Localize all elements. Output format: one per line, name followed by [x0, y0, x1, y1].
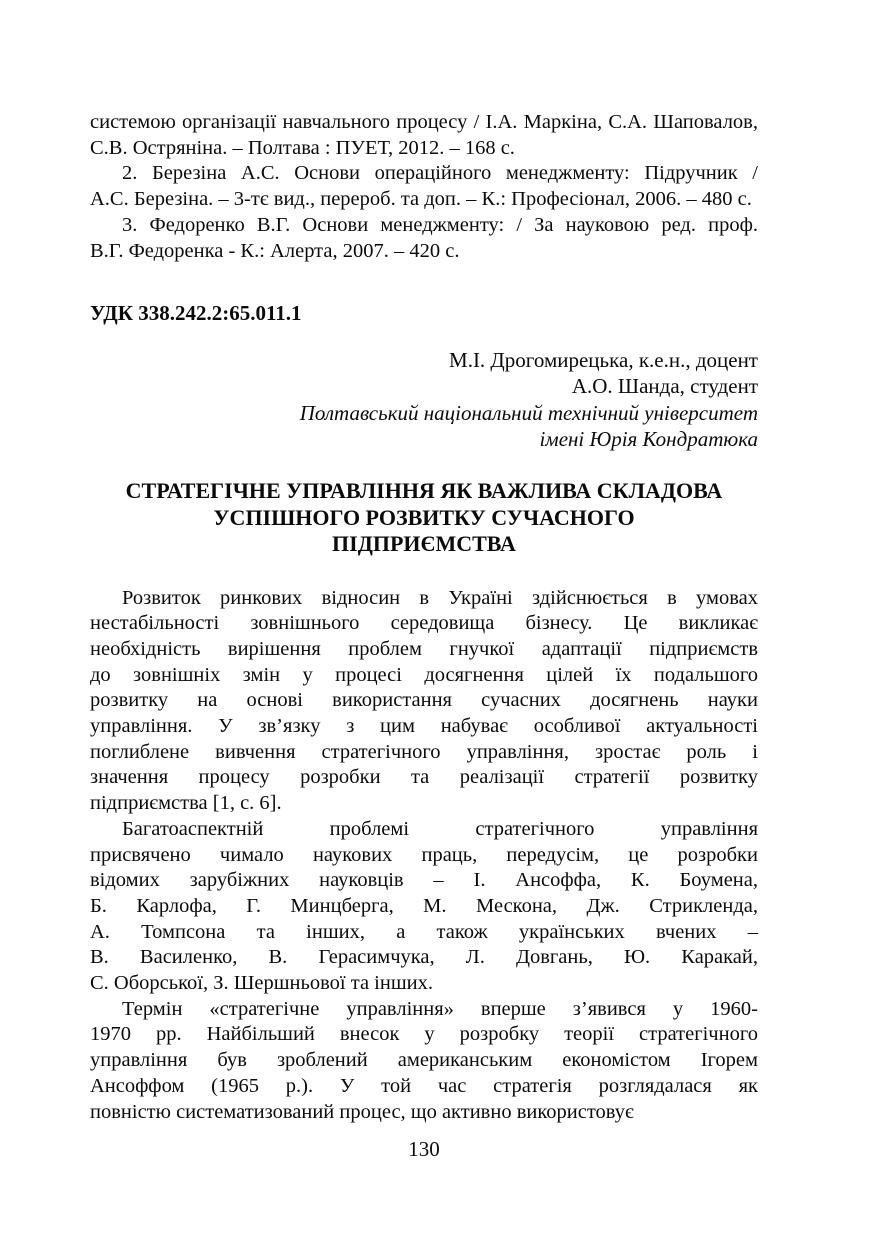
body-line: Розвиток ринкових відносин в Україні здійснюється в умовах: [122, 586, 758, 609]
body-line: Б. Карлофа, Г. Минцберга, М. Мескона, Дж. Стрикленда,: [90, 894, 758, 917]
paragraph: [90, 997, 758, 1126]
body-line: необхідність вирішення проблем гнучкої адаптації підприємств: [90, 637, 758, 660]
text-block: [90, 110, 758, 1125]
body-line: В. Василенко, В. Герасимчука, Л. Довгань, Ю. Каракай,: [90, 946, 758, 969]
author-line: М.І. Дрогомирецька, к.е.н., доцент: [449, 348, 758, 373]
paragraph: [90, 817, 758, 997]
body-line: поглиблене вивчення стратегічного управління, зростає роль і: [90, 740, 758, 763]
paragraph: [90, 586, 758, 817]
body-line: управління був зроблений американським економістом Ігорем: [90, 1049, 758, 1072]
reference-line: С.В. Остряніна. – Полтава : ПУЕТ, 2012. – 168 с.: [90, 136, 515, 159]
reference-line: 3. Федоренко В.Г. Основи менеджменту: / За науковою ред. проф.: [122, 213, 758, 236]
affiliation-line: Полтавський національний технічний університет: [299, 400, 758, 425]
body-line: Багатоаспектній проблемі стратегічного управління: [122, 817, 758, 840]
body-line: підприємства [1, с. 6].: [90, 792, 282, 815]
body-line: повністю систематизований процес, що активно використовує: [90, 1100, 634, 1123]
reference-line: 2. Березіна А.С. Основи операційного менеджменту: Підручник /: [122, 162, 758, 185]
reference-item: [90, 213, 758, 264]
article-header: [90, 300, 758, 557]
reference-item: [90, 161, 758, 212]
references-section: [90, 110, 758, 264]
article-title-line: УСПІШНОГО РОЗВИТКУ СУЧАСНОГО: [213, 504, 635, 530]
body-line: відомих зарубіжних науковців – І. Ансоффа, К. Боумена,: [90, 869, 758, 892]
body-line: управління. У зв’язку з цим набуває особливої актуальності: [90, 715, 758, 738]
body-line: нестабільності зовнішнього середовища бізнесу. Це викликає: [90, 612, 758, 635]
affiliation-line: імені Юрія Кондратюка: [539, 426, 758, 451]
body-line: Термін «стратегічне управління» вперше з’явився у 1960-: [122, 997, 758, 1020]
article-body: [90, 586, 758, 1126]
reference-line: системою організації навчального процесу / І.А. Маркіна, С.А. Шаповалов,: [90, 111, 758, 133]
body-line: розвитку на основі використання сучасних досягнень науки: [90, 689, 758, 712]
article-title: [90, 478, 758, 558]
body-line: значення процесу розробки та реалізації стратегії розвитку: [90, 766, 758, 789]
body-line: до зовнішніх змін у процесі досягнення цілей їх подальшого: [90, 663, 758, 686]
page-number: 130: [408, 1137, 440, 1161]
reference-item: [90, 110, 758, 161]
article-title-line: ПІДПРИЄМСТВА: [332, 531, 516, 557]
body-line: присвячено чимало наукових праць, передусім, це розробки: [90, 843, 758, 866]
body-line: Ансоффом (1965 р.). У той час стратегія розглядалася як: [90, 1074, 758, 1097]
udc-code: УДК 338.242.2:65.011.1: [90, 301, 302, 326]
reference-line: В.Г. Федоренка - К.: Алерта, 2007. – 420 с.: [90, 239, 460, 262]
body-line: С. Оборської, З. Шершньової та інших.: [90, 972, 433, 995]
body-line: А. Томпсона та інших, а також українських вчених –: [90, 920, 758, 943]
author-line: А.О. Шанда, студент: [571, 374, 758, 399]
body-line: 1970 рр. Найбільший внесок у розробку теорії стратегічного: [90, 1023, 758, 1046]
reference-line: А.С. Березіна. – 3-тє вид., перероб. та доп. – К.: Професіонал, 2006. – 480 с.: [90, 188, 752, 211]
author-block: [90, 347, 758, 452]
article-title-line: СТРАТЕГІЧНЕ УПРАВЛІННЯ ЯК ВАЖЛИВА СКЛАДОВА: [125, 478, 723, 504]
